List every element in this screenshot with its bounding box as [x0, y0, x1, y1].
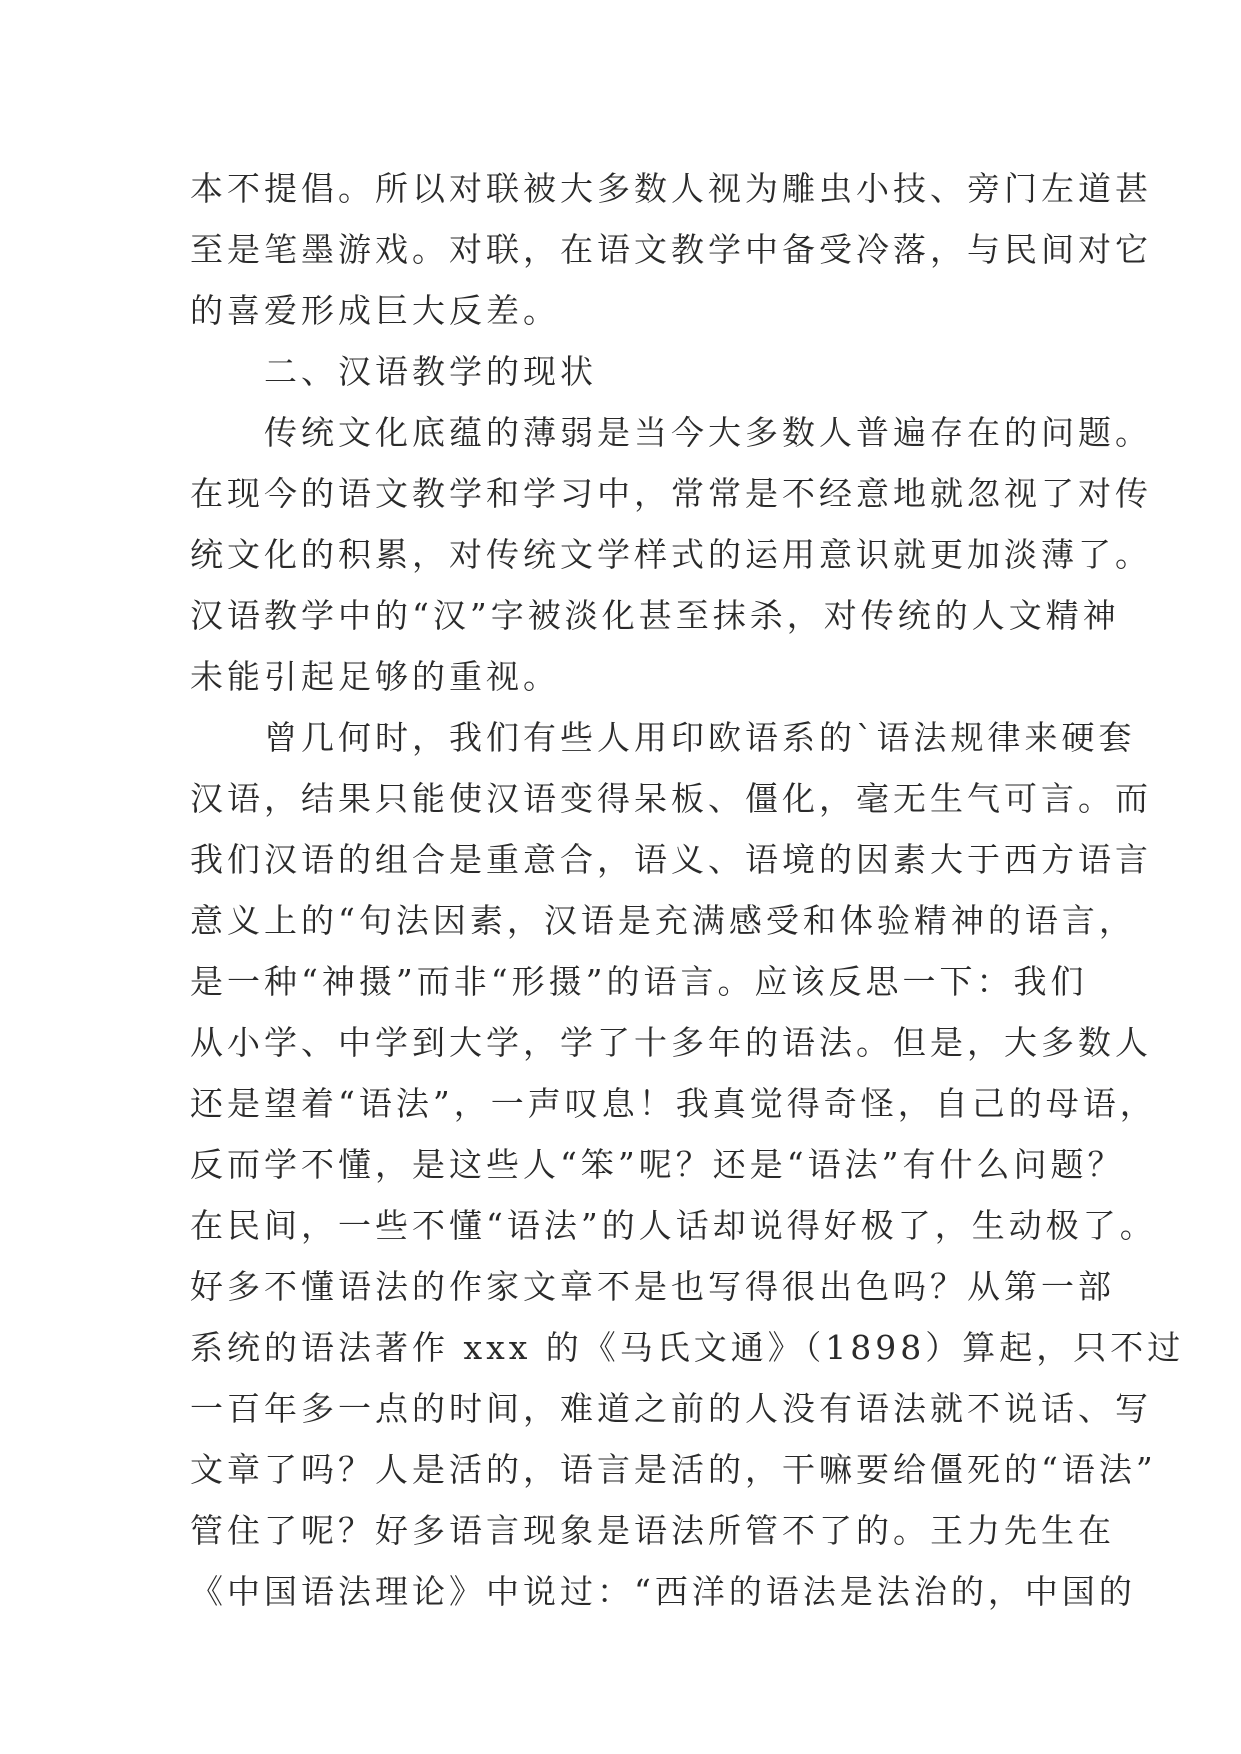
body-text [190, 158, 1185, 1622]
text-line: 好多不懂语法的作家文章不是也写得很出色吗？从第一部 [190, 1267, 1115, 1306]
text-line: 《中国语法理论》中说过：“西洋的语法是法治的，中国的 [190, 1572, 1136, 1611]
text-line: 在现今的语文教学和学习中，常常是不经意地就忽视了对传 [190, 474, 1152, 513]
text-line: 系统的语法著作 xxx 的《马氏文通》（1898）算起，只不过 [190, 1328, 1185, 1367]
section-heading: 二、汉语教学的现状 [190, 352, 597, 391]
text-line: 一百年多一点的时间，难道之前的人没有语法就不说话、写 [190, 1389, 1152, 1428]
text-line: 反而学不懂，是这些人“笨”呢？还是“语法”有什么问题？ [190, 1145, 1125, 1184]
text-line: 意义上的“句法因素，汉语是充满感受和体验精神的语言， [190, 901, 1136, 940]
text-line: 管住了呢？好多语言现象是语法所管不了的。王力先生在 [190, 1511, 1115, 1550]
text-line: 在民间，一些不懂“语法”的人话却说得好极了，生动极了。 [190, 1206, 1157, 1245]
text-line: 是一种“神摄”而非“形摄”的语言。应该反思一下：我们 [190, 962, 1088, 1001]
text-line: 至是笔墨游戏。对联，在语文教学中备受冷落，与民间对它 [190, 230, 1152, 269]
text-line: 文章了吗？人是活的，语言是活的，干嘛要给僵死的“语法” [190, 1450, 1157, 1489]
text-line: 传统文化底蕴的薄弱是当今大多数人普遍存在的问题。 [190, 413, 1152, 452]
text-line: 从小学、中学到大学，学了十多年的语法。但是，大多数人 [190, 1023, 1152, 1062]
text-line: 统文化的积累，对传统文学样式的运用意识就更加淡薄了。 [190, 535, 1152, 574]
text-line: 本不提倡。所以对联被大多数人视为雕虫小技、旁门左道甚 [190, 169, 1152, 208]
text-line: 的喜爱形成巨大反差。 [190, 291, 560, 330]
text-line: 汉语，结果只能使汉语变得呆板、僵化，毫无生气可言。而 [190, 779, 1152, 818]
text-line: 还是望着“语法”，一声叹息！我真觉得奇怪，自己的母语， [190, 1084, 1157, 1123]
text-line: 未能引起足够的重视。 [190, 657, 560, 696]
text-line: 曾几何时，我们有些人用印欧语系的`语法规律来硬套 [190, 718, 1136, 757]
text-line: 汉语教学中的“汉”字被淡化甚至抹杀，对传统的人文精神 [190, 596, 1120, 635]
text-line: 我们汉语的组合是重意合，语义、语境的因素大于西方语言 [190, 840, 1152, 879]
